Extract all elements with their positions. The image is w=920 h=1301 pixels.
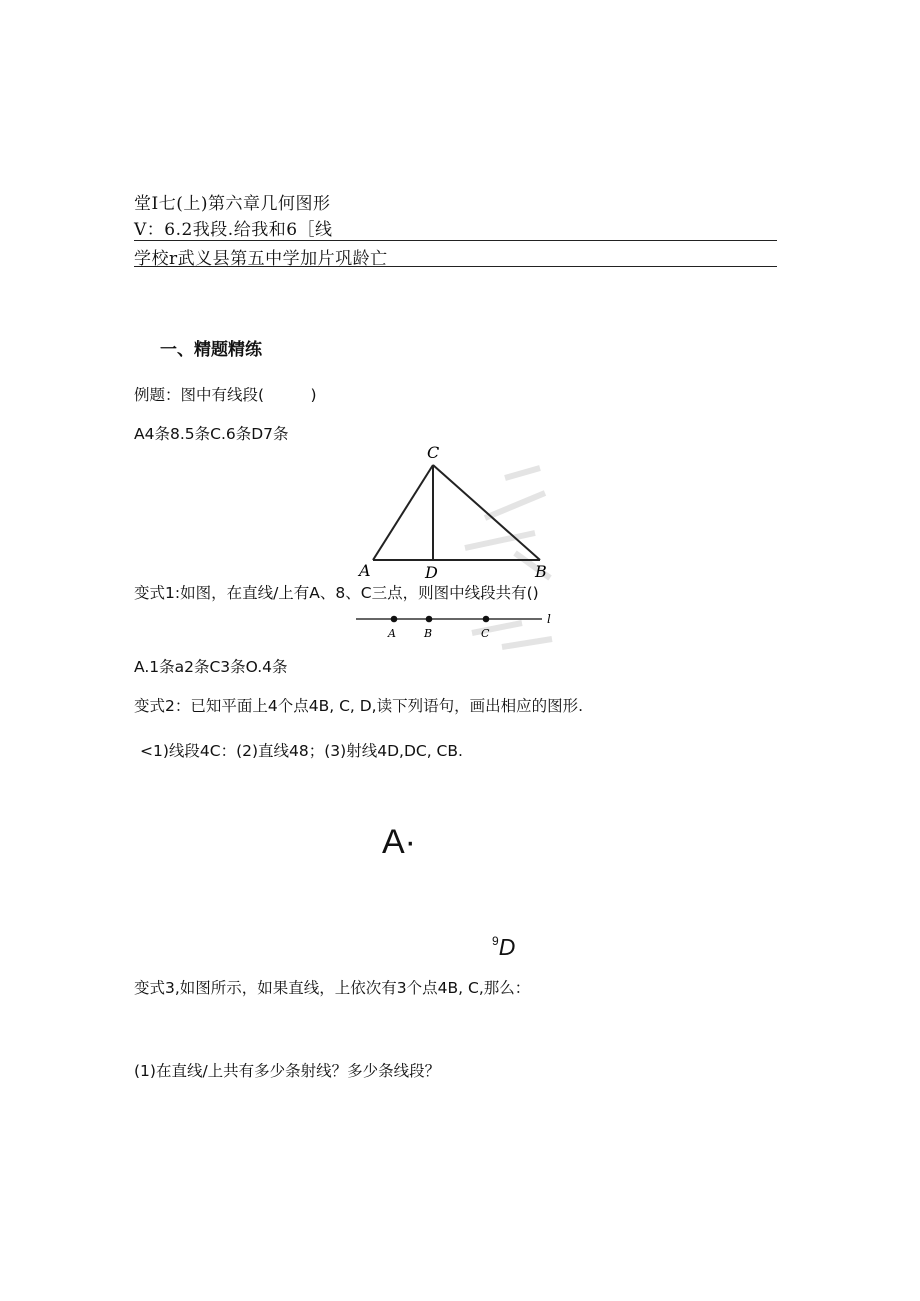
label-a: A [359,561,371,580]
line-l-figure [352,603,562,651]
variant2-point-d [492,934,515,961]
header-divider-bottom [134,266,777,267]
header-lesson-title: V：6.2我段.给我和6［线 [134,220,333,240]
label-c: C [427,443,440,462]
point-b [426,616,433,623]
line-label-l: l [547,612,551,626]
point-a [391,616,398,623]
line-label-c: C [481,627,490,640]
header-course-title: 堂I七(上)第六章几何图形 [134,194,331,214]
header-school-line: 学校r武义县第五中学加片巩龄亡 [134,249,388,269]
variant1-options: A.1条a2条C3条O.4条 [134,658,288,676]
example-question: 例题：图中有线段( ) [134,386,317,404]
point-c [483,616,490,623]
line-label-a: A [388,627,396,640]
variant2-items: <1)线段4C：(2)直线48；(3)射线4D,DC, CB. [140,742,463,760]
triangle-figure [355,438,555,583]
line-label-b: B [424,627,433,640]
section-title: 一、精题精练 [160,340,262,360]
variant1-question: 变式1:如图，在直线/上有A、8、C三点，则图中线段共有() [134,584,539,602]
point-d-letter: D [498,934,516,960]
header-divider-top [134,240,777,241]
variant3-question: 变式3,如图所示，如果直线，上依次有3个点4B, C,那么： [134,979,531,997]
point-d-mark: 9 [492,934,499,948]
example-options: A4条8.5条C.6条D7条 [134,425,289,443]
label-b: B [535,562,547,581]
label-d: D [425,563,438,582]
variant3-sub1: (1)在直线/上共有多少条射线？多少条线段？ [134,1062,441,1080]
variant2-point-a: A· [382,823,416,861]
segment-ac [373,465,433,560]
variant2-question: 变式2：已知平面上4个点4B, C, D,读下列语句，画出相应的图形. [134,697,584,715]
